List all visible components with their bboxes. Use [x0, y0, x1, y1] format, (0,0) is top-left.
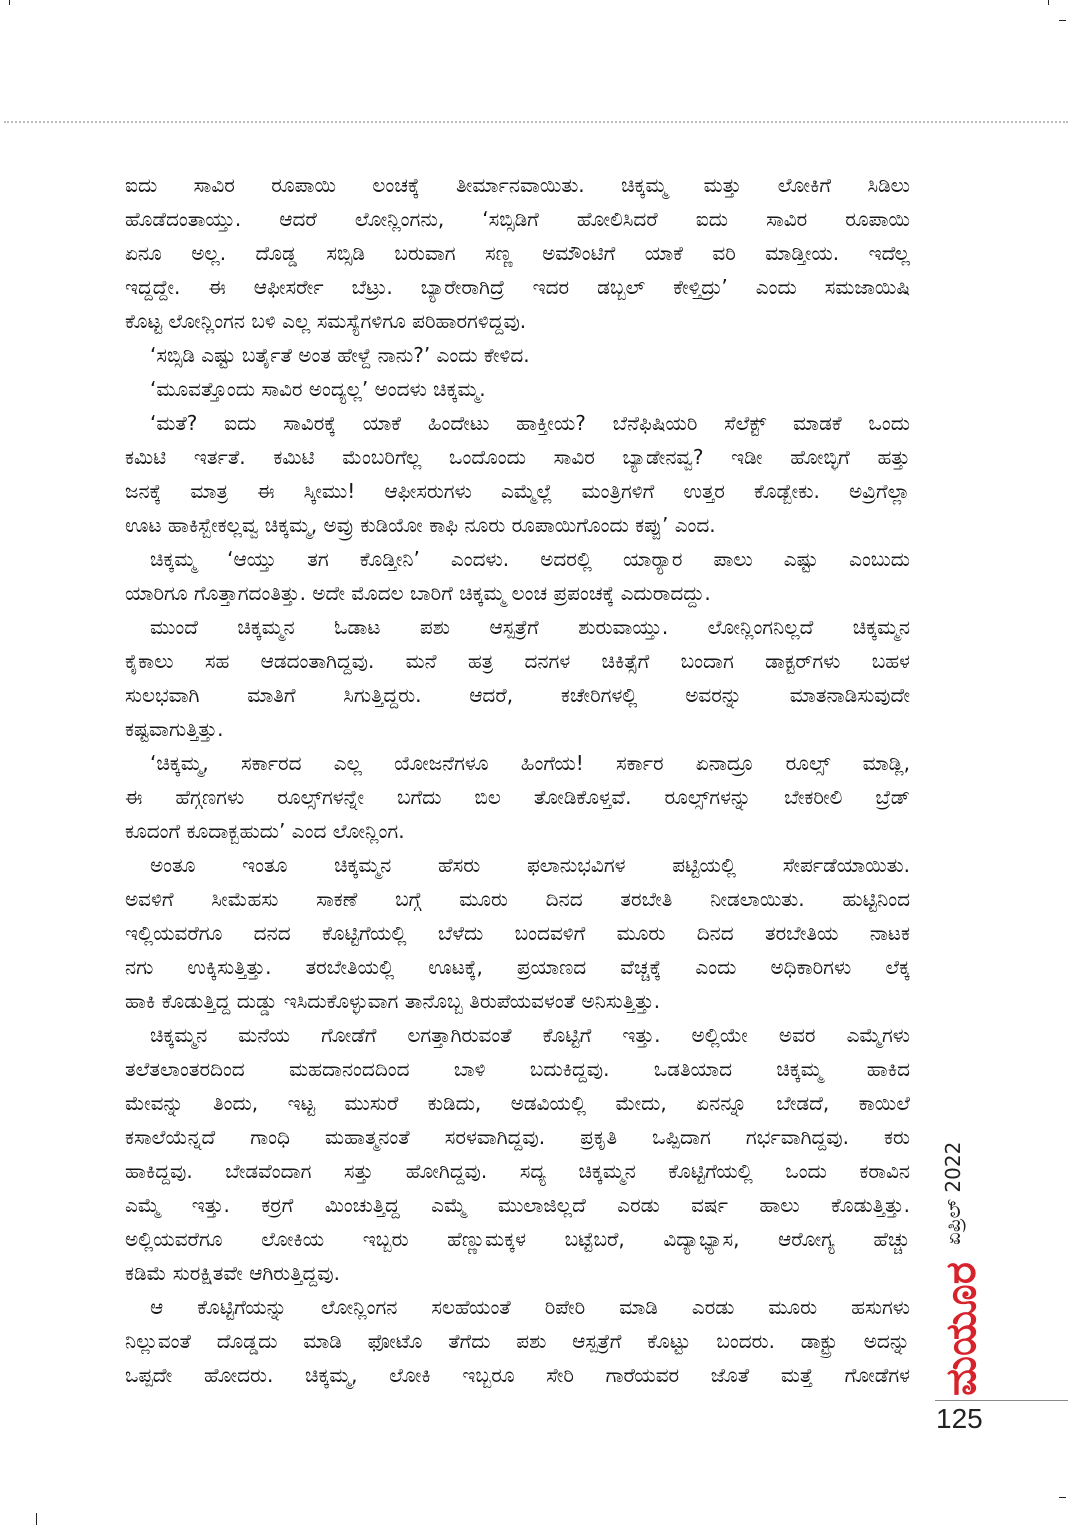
crop-mark: [36, 1513, 37, 1525]
text-line: ಸುಲಭವಾಗಿ ಮಾತಿಗೆ ಸಿಗುತ್ತಿದ್ದರು. ಆದರೆ, ಕಚೇರಿಗಳಲ್ಲಿ ಅವರನ್ನು ಮಾತನಾಡಿಸುವುದೇ: [125, 683, 910, 707]
text-line: ಹೊಡೆದಂತಾಯ್ತು. ಆದರೆ ಲೋನ್ಲಿಂಗನು, ‘ಸಬ್ಸಿಡಿಗೆ ಹೋಲಿಸಿದರೆ ಐದು ಸಾವಿರ ರೂಪಾಯಿ: [125, 207, 910, 231]
crop-mark: [1048, 0, 1049, 5]
text-line: ಮುಂದೆ ಚಿಕ್ಕಮ್ಮನ ಓಡಾಟ ಪಶು ಆಸ್ಪತ್ರೆಗೆ ಶುರುವಾಯ್ತು. ಲೋನ್ಲಿಂಗನಿಲ್ಲದೆ ಚಿಕ್ಕಮ್ಮನ: [150, 615, 910, 639]
paragraph: [125, 610, 910, 746]
text-line: ಅವಳಿಗೆ ಸೀಮೆಹಸು ಸಾಕಣೆ ಬಗ್ಗೆ ಮೂರು ದಿನದ ತರಬೇತಿ ನೀಡಲಾಯಿತು. ಹುಟ್ಟಿನಿಂದ: [125, 887, 910, 911]
text-line: ಊಟ ಹಾಕಿಸ್ಬೇಕಲ್ಲವ್ವ ಚಿಕ್ಕಮ್ಮ, ಅವ್ರು ಕುಡಿಯೋ ಕಾಫಿ ನೂರು ರೂಪಾಯಿಗೊಂದು ಕಪ್ಪು’ ಎಂದ.: [125, 513, 716, 537]
text-line: ತಲೆತಲಾಂತರದಿಂದ ಮಹದಾನಂದದಿಂದ ಬಾಳಿ ಬದುಕಿದ್ದವು. ಒಡತಿಯಾದ ಚಿಕ್ಕಮ್ಮ ಹಾಕಿದ: [125, 1057, 910, 1081]
paragraph: [125, 848, 910, 1018]
text-line: ಜನಕ್ಕೆ ಮಾತ್ರ ಈ ಸ್ಕೀಮು! ಆಫೀಸರುಗಳು ಎಮ್ಮೆಲ್ಲೆ ಮಂತ್ರಿಗಳಿಗೆ ಉತ್ತರ ಕೊಡ್ಬೇಕು. ಅವ್ರಿಗೆಲ್ಲಾ: [125, 479, 910, 503]
paragraph: [125, 1290, 910, 1392]
text-line: ಆ ಕೊಟ್ಟಿಗೆಯನ್ನು ಲೋನ್ಲಿಂಗನ ಸಲಹೆಯಂತೆ ರಿಪೇರಿ ಮಾಡಿ ಎರಡು ಮೂರು ಹಸುಗಳು: [150, 1295, 910, 1319]
paragraph: [125, 542, 910, 610]
text-line: ಕಡಿಮೆ ಸುರಕ್ಷಿತವೇ ಆಗಿರುತ್ತಿದ್ದವು.: [125, 1261, 340, 1285]
magazine-logo: ಮಯೂರ: [936, 1262, 985, 1396]
text-line: ಐದು ಸಾವಿರ ರೂಪಾಯಿ ಲಂಚಕ್ಕೆ ತೀರ್ಮಾನವಾಯಿತು. ಚಿಕ್ಕಮ್ಮ ಮತ್ತು ಲೋಕಿಗೆ ಸಿಡಿಲು: [125, 173, 910, 197]
text-line: ಚಿಕ್ಕಮ್ಮನ ಮನೆಯ ಗೋಡೆಗೆ ಲಗತ್ತಾಗಿರುವಂತೆ ಕೊಟ್ಟಿಗೆ ಇತ್ತು. ಅಲ್ಲಿಯೇ ಅವರ ಎಮ್ಮೆಗಳು: [150, 1023, 910, 1047]
text-line: ನಗು ಉಕ್ಕಿಸುತ್ತಿತ್ತು. ತರಬೇತಿಯಲ್ಲಿ ಊಟಕ್ಕೆ, ಪ್ರಯಾಣದ ವೆಚ್ಚಕ್ಕೆ ಎಂದು ಅಧಿಕಾರಿಗಳು ಲೆಕ್ಕ: [125, 955, 910, 979]
text-line: ಈ ಹೆಗ್ಗಣಗಳು ರೂಲ್ಸ್‌ಗಳನ್ನೇ ಬಗೆದು ಬಿಲ ತೋಡಿಕೊಳ್ತವೆ. ರೂಲ್ಸ್‌ಗಳನ್ನು ಬೇಕರೀಲಿ ಬ್ರೆಡ್: [125, 785, 910, 809]
paragraph: [125, 168, 910, 338]
text-line: ಕೊಟ್ಟ ಲೋನ್ಲಿಂಗನ ಬಳಿ ಎಲ್ಲ ಸಮಸ್ಯೆಗಳಿಗೂ ಪರಿಹಾರಗಳಿದ್ದವು.: [125, 309, 527, 333]
paragraph: [125, 372, 910, 406]
text-line: ಚಿಕ್ಕಮ್ಮ ‘ಆಯ್ತು ತಗ ಕೊಡ್ತೀನಿ’ ಎಂದಳು. ಅದರಲ್ಲಿ ಯಾರ್‍ಯಾರ ಪಾಲು ಎಷ್ಟು ಎಂಬುದು: [150, 547, 910, 571]
page-number: 125: [936, 1403, 983, 1434]
text-line: ಹಾಕಿ ಕೊಡುತ್ತಿದ್ದ ದುಡ್ಡು ಇಸಿದುಕೊಳ್ಳುವಾಗ ತಾನೊಬ್ಬ ತಿರುಪೆಯವಳಂತೆ ಅನಿಸುತ್ತಿತ್ತು.: [125, 989, 661, 1013]
text-line: ಅಲ್ಲಿಯವರೆಗೂ ಲೋಕಿಯ ಇಬ್ಬರು ಹೆಣ್ಣುಮಕ್ಕಳ ಬಟ್ಟೆಬರೆ, ವಿದ್ಯಾಭ್ಯಾಸ, ಆರೋಗ್ಯ ಹೆಚ್ಚು: [125, 1227, 910, 1251]
paragraph: [125, 746, 910, 848]
page-number-rule: [935, 1400, 1068, 1401]
header-dotted-rule: [4, 121, 1068, 123]
text-line: ಅಂತೂ ಇಂತೂ ಚಿಕ್ಕಮ್ಮನ ಹೆಸರು ಫಲಾನುಭವಿಗಳ ಪಟ್ಟಿಯಲ್ಲಿ ಸೇರ್ಪಡೆಯಾಯಿತು.: [150, 853, 910, 877]
paragraph: [125, 1018, 910, 1290]
text-line: ‘ಮತೆ? ಐದು ಸಾವಿರಕ್ಕೆ ಯಾಕೆ ಹಿಂದೇಟು ಹಾಕ್ತೀಯ? ಬೆನೆಫಿಷಿಯರಿ ಸೆಲೆಕ್ಟ್ ಮಾಡಕೆ ಒಂದು: [150, 411, 910, 435]
text-line: ಹಾಕಿದ್ದವು. ಬೇಡವೆಂದಾಗ ಸತ್ತು ಹೋಗಿದ್ದವು. ಸದ್ಯ ಚಿಕ್ಕಮ್ಮನ ಕೊಟ್ಟಿಗೆಯಲ್ಲಿ ಒಂದು ಕರಾವಿನ: [125, 1159, 910, 1183]
text-line: ಮೇವನ್ನು ತಿಂದು, ಇಟ್ಟ ಮುಸುರೆ ಕುಡಿದು, ಅಡವಿಯಲ್ಲಿ ಮೇದು, ಏನನ್ನೂ ಬೇಡದೆ, ಕಾಯಿಲೆ: [125, 1091, 910, 1115]
text-line: ಯಾರಿಗೂ ಗೊತ್ತಾಗದಂತಿತ್ತು. ಅದೇ ಮೊದಲ ಬಾರಿಗೆ ಚಿಕ್ಕಮ್ಮ ಲಂಚ ಪ್ರಪಂಚಕ್ಕೆ ಎದುರಾದದ್ದು.: [125, 581, 711, 605]
crop-mark: [1059, 1497, 1066, 1498]
text-line: ಇಲ್ಲಿಯವರೆಗೂ ದನದ ಕೊಟ್ಟಿಗೆಯಲ್ಲಿ ಬೆಳೆದು ಬಂದವಳಿಗೆ ಮೂರು ದಿನದ ತರಬೇತಿಯ ನಾಟಕ: [125, 921, 910, 945]
article-body: [125, 168, 910, 1392]
crop-mark: [1059, 20, 1066, 21]
text-line: ಎಮ್ಮೆ ಇತ್ತು. ಕರ್‍ರಗೆ ಮಿಂಚುತ್ತಿದ್ದ ಎಮ್ಮೆ ಮುಲಾಜಿಲ್ಲದೆ ಎರಡು ವರ್ಷ ಹಾಲು ಕೊಡುತ್ತಿತ್ತು.: [125, 1193, 910, 1217]
text-line: ‘ಮೂವತ್ತೊಂದು ಸಾವಿರ ಅಂದ್ಯಲ್ಲ’ ಅಂದಳು ಚಿಕ್ಕಮ್ಮ.: [150, 377, 486, 401]
text-line: ಕೂದಂಗೆ ಕೂದಾಕ್ಬಹುದು’ ಎಂದ ಲೋನ್ಲಿಂಗ.: [125, 819, 405, 843]
text-line: ಇದ್ದದ್ದೇ. ಈ ಆಫೀಸರ್ರೇ ಬೆಟ್ರು. ಬ್ಯಾರೇರಾಗಿದ್ರೆ ಇದರ ಡಬ್ಬಲ್ ಕೇಳ್ತಿದ್ರು’ ಎಂದು ಸಮಜಾಯಿಷಿ: [125, 275, 910, 299]
crop-mark: [9, 0, 10, 5]
paragraph: [125, 338, 910, 372]
paragraph: [125, 406, 910, 542]
text-line: ಒಪ್ಪದೇ ಹೋದರು. ಚಿಕ್ಕಮ್ಮ, ಲೋಕಿ ಇಬ್ಬರೂ ಸೇರಿ ಗಾರೆಯವರ ಜೊತೆ ಮತ್ತೆ ಗೋಡೆಗಳ: [125, 1363, 910, 1387]
text-line: ಕಸಾಲೆಯೆನ್ನದೆ ಗಾಂಧಿ ಮಹಾತ್ಮನಂತೆ ಸರಳವಾಗಿದ್ದವು. ಪ್ರಕೃತಿ ಒಪ್ಪಿದಾಗ ಗರ್ಭವಾಗಿದ್ದವು. ಕರು: [125, 1125, 910, 1149]
text-line: ‘ಚಿಕ್ಕಮ್ಮ, ಸರ್ಕಾರದ ಎಲ್ಲ ಯೋಜನೆಗಳೂ ಹಿಂಗೆಯ! ಸರ್ಕಾರ ಏನಾದ್ರೂ ರೂಲ್ಸ್ ಮಾಡ್ಲಿ,: [150, 751, 910, 775]
text-line: ಕಷ್ಟವಾಗುತ್ತಿತ್ತು.: [125, 717, 224, 741]
text-line: ಕೈಕಾಲು ಸಹ ಆಡದಂತಾಗಿದ್ದವು. ಮನೆ ಹತ್ರ ದನಗಳ ಚಿಕಿತ್ಸೆಗೆ ಬಂದಾಗ ಡಾಕ್ಟರ್‌ಗಳು ಬಹಳ: [125, 649, 910, 673]
text-line: ನಿಲ್ಲುವಂತೆ ದೊಡ್ಡದು ಮಾಡಿ ಫೋಟೊ ತೆಗೆದು ಪಶು ಆಸ್ಪತ್ರೆಗೆ ಕೊಟ್ಟು ಬಂದರು. ಡಾಕ್ಟ್ರು ಅದನ್ನು: [125, 1329, 910, 1353]
text-line: ಕಮಿಟಿ ಇರ್ತತೆ. ಕಮಿಟಿ ಮೆಂಬರಿಗೆಲ್ಲ ಒಂದೊಂದು ಸಾವಿರ ಬ್ಯಾಡೇನವ್ವ? ಇಡೀ ಹೋಬ್ಳಿಗೆ ಹತ್ತು: [125, 445, 910, 469]
text-line: ‘ಸಬ್ಸಿಡಿ ಎಷ್ಟು ಬರ್ತೈತೆ ಅಂತ ಹೇಳ್ದೆ ನಾನು?’ ಎಂದು ಕೇಳಿದ.: [150, 343, 530, 367]
text-line: ಏನೂ ಅಲ್ಲ. ದೊಡ್ಡ ಸಬ್ಸಿಡಿ ಬರುವಾಗ ಸಣ್ಣ ಅಮೌಂಟಿಗೆ ಯಾಕೆ ವರಿ ಮಾಡ್ತೀಯ. ಇದೆಲ್ಲ: [125, 241, 910, 265]
issue-date: ಏಪ್ರಿಲ್ 2022: [941, 1141, 965, 1245]
